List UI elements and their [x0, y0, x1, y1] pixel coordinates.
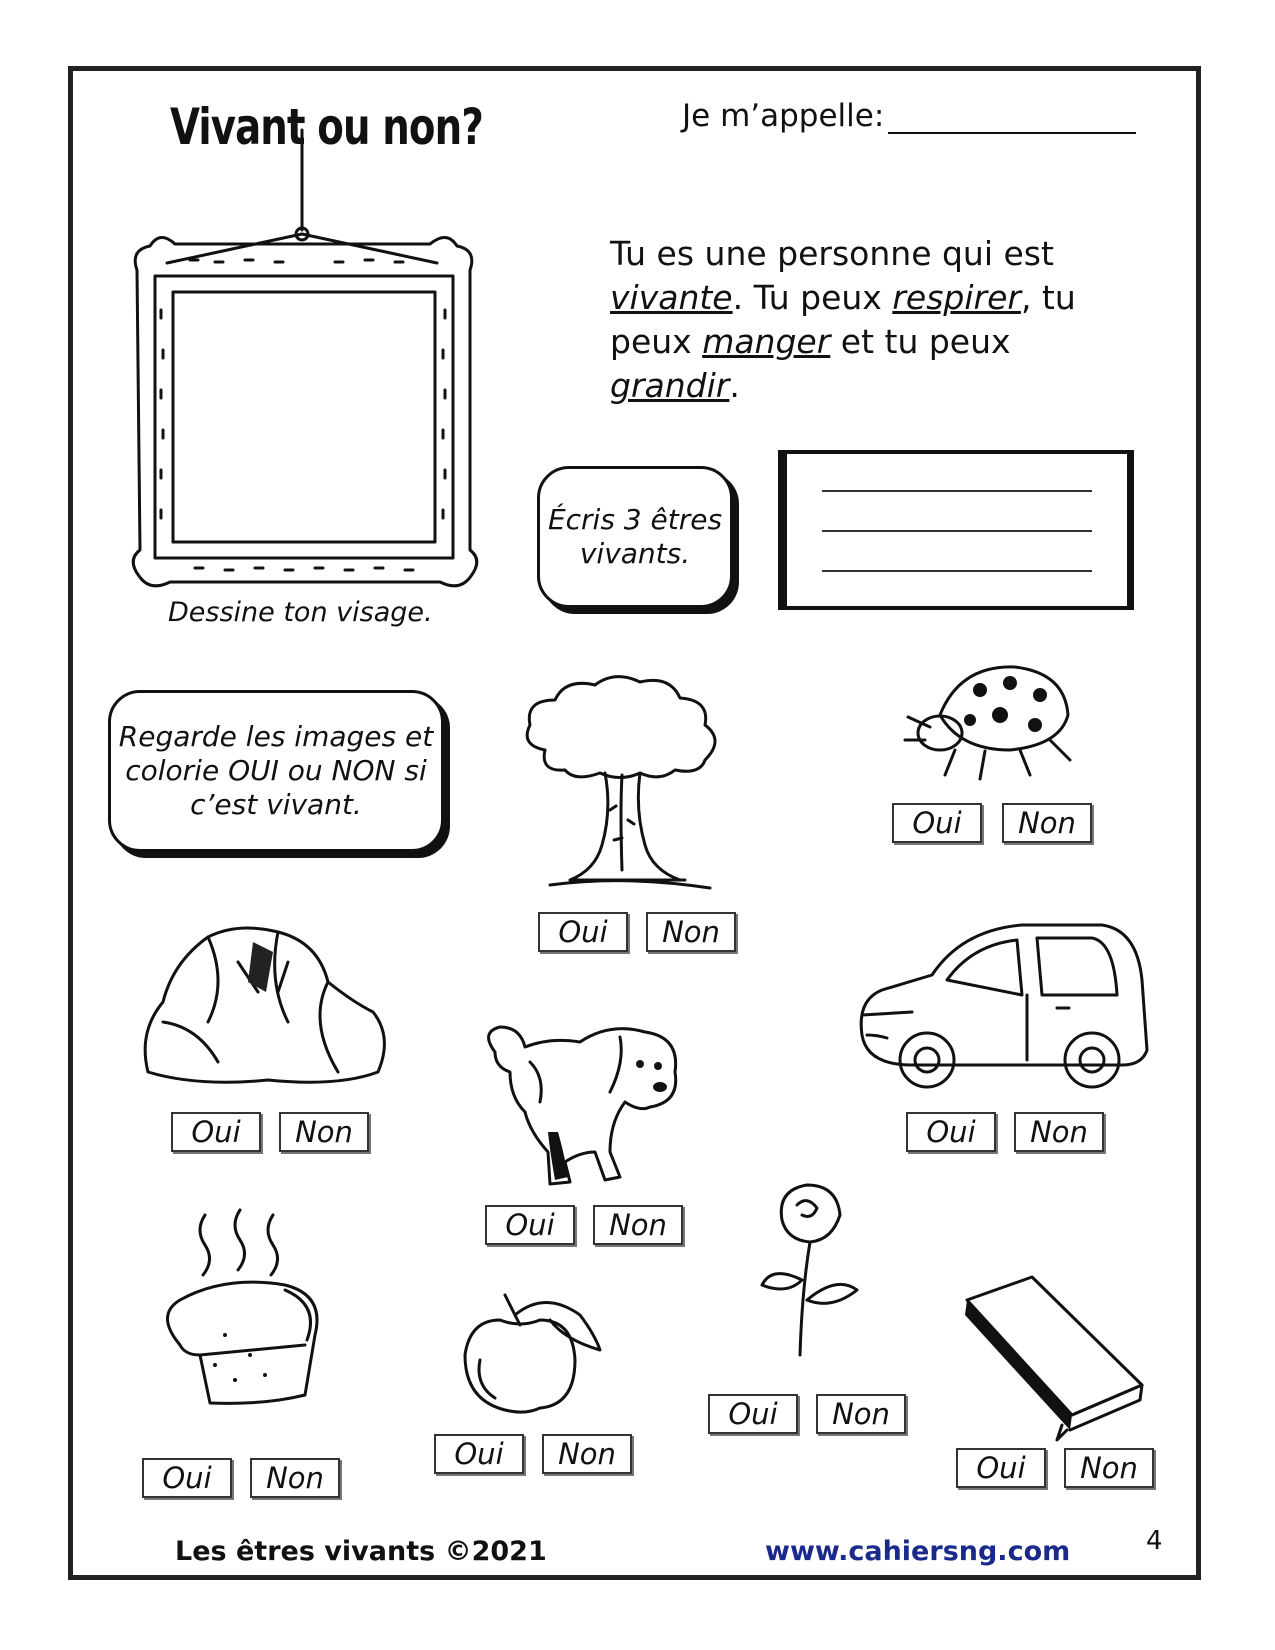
rock-oui-button[interactable]: Oui [171, 1112, 261, 1152]
name-label: Je m’appelle: [682, 98, 885, 134]
write-prompt-text: Écris 3 êtres vivants. [547, 503, 723, 570]
rose-oui-button[interactable]: Oui [708, 1394, 798, 1434]
apple-non-button[interactable]: Non [542, 1434, 632, 1474]
tree-oui-button[interactable]: Oui [538, 912, 628, 952]
ladybug-oui-button[interactable]: Oui [892, 803, 982, 843]
tree-illustration [510, 670, 740, 895]
page-title: Vivant ou non? [170, 98, 483, 156]
frame-caption: Dessine ton visage. [168, 597, 433, 628]
answer-line-2[interactable] [822, 530, 1092, 532]
look-prompt-text: Regarde les images et colorie OUI ou NON si c’est vivant. [118, 720, 434, 821]
footer-copyright: Les êtres vivants ©2021 [175, 1536, 547, 1567]
word-respirer: respirer [892, 278, 1021, 317]
car-illustration [852, 920, 1152, 1095]
bread-non-button[interactable]: Non [250, 1458, 340, 1498]
dog-oui-button[interactable]: Oui [485, 1205, 575, 1245]
dog-non-button[interactable]: Non [593, 1205, 683, 1245]
rose-non-button[interactable]: Non [816, 1394, 906, 1434]
book-non-button[interactable]: Non [1064, 1448, 1154, 1488]
apple-oui-button[interactable]: Oui [434, 1434, 524, 1474]
apple-illustration [455, 1290, 605, 1420]
dog-illustration [470, 1012, 695, 1197]
rock-non-button[interactable]: Non [279, 1112, 369, 1152]
book-oui-button[interactable]: Oui [956, 1448, 1046, 1488]
bread-oui-button[interactable]: Oui [142, 1458, 232, 1498]
bread-illustration [155, 1205, 330, 1415]
rose-illustration [752, 1180, 867, 1360]
word-vivante: vivante [610, 278, 733, 317]
picture-frame-illustration [115, 130, 495, 600]
car-oui-button[interactable]: Oui [906, 1112, 996, 1152]
word-grandir: grandir [610, 366, 730, 405]
answer-line-3[interactable] [822, 570, 1092, 572]
tree-non-button[interactable]: Non [646, 912, 736, 952]
book-illustration [962, 1275, 1147, 1435]
car-non-button[interactable]: Non [1014, 1112, 1104, 1152]
footer-website-link[interactable]: www.cahiersng.com [765, 1536, 1071, 1567]
ladybug-non-button[interactable]: Non [1002, 803, 1092, 843]
look-prompt-bubble [108, 690, 444, 852]
answer-line-1[interactable] [822, 490, 1092, 492]
page-number: 4 [1146, 1526, 1163, 1556]
write-answer-box[interactable] [778, 450, 1134, 610]
intro-text: Tu es une personne qui est vivante. Tu peux respirer, tu peux manger et tu peux grandir. [610, 234, 1076, 405]
write-prompt-bubble [537, 466, 733, 608]
word-manger: manger [702, 322, 831, 361]
name-input-line[interactable] [888, 132, 1136, 134]
ladybug-illustration [900, 655, 1080, 785]
rock-illustration [138, 922, 393, 1087]
